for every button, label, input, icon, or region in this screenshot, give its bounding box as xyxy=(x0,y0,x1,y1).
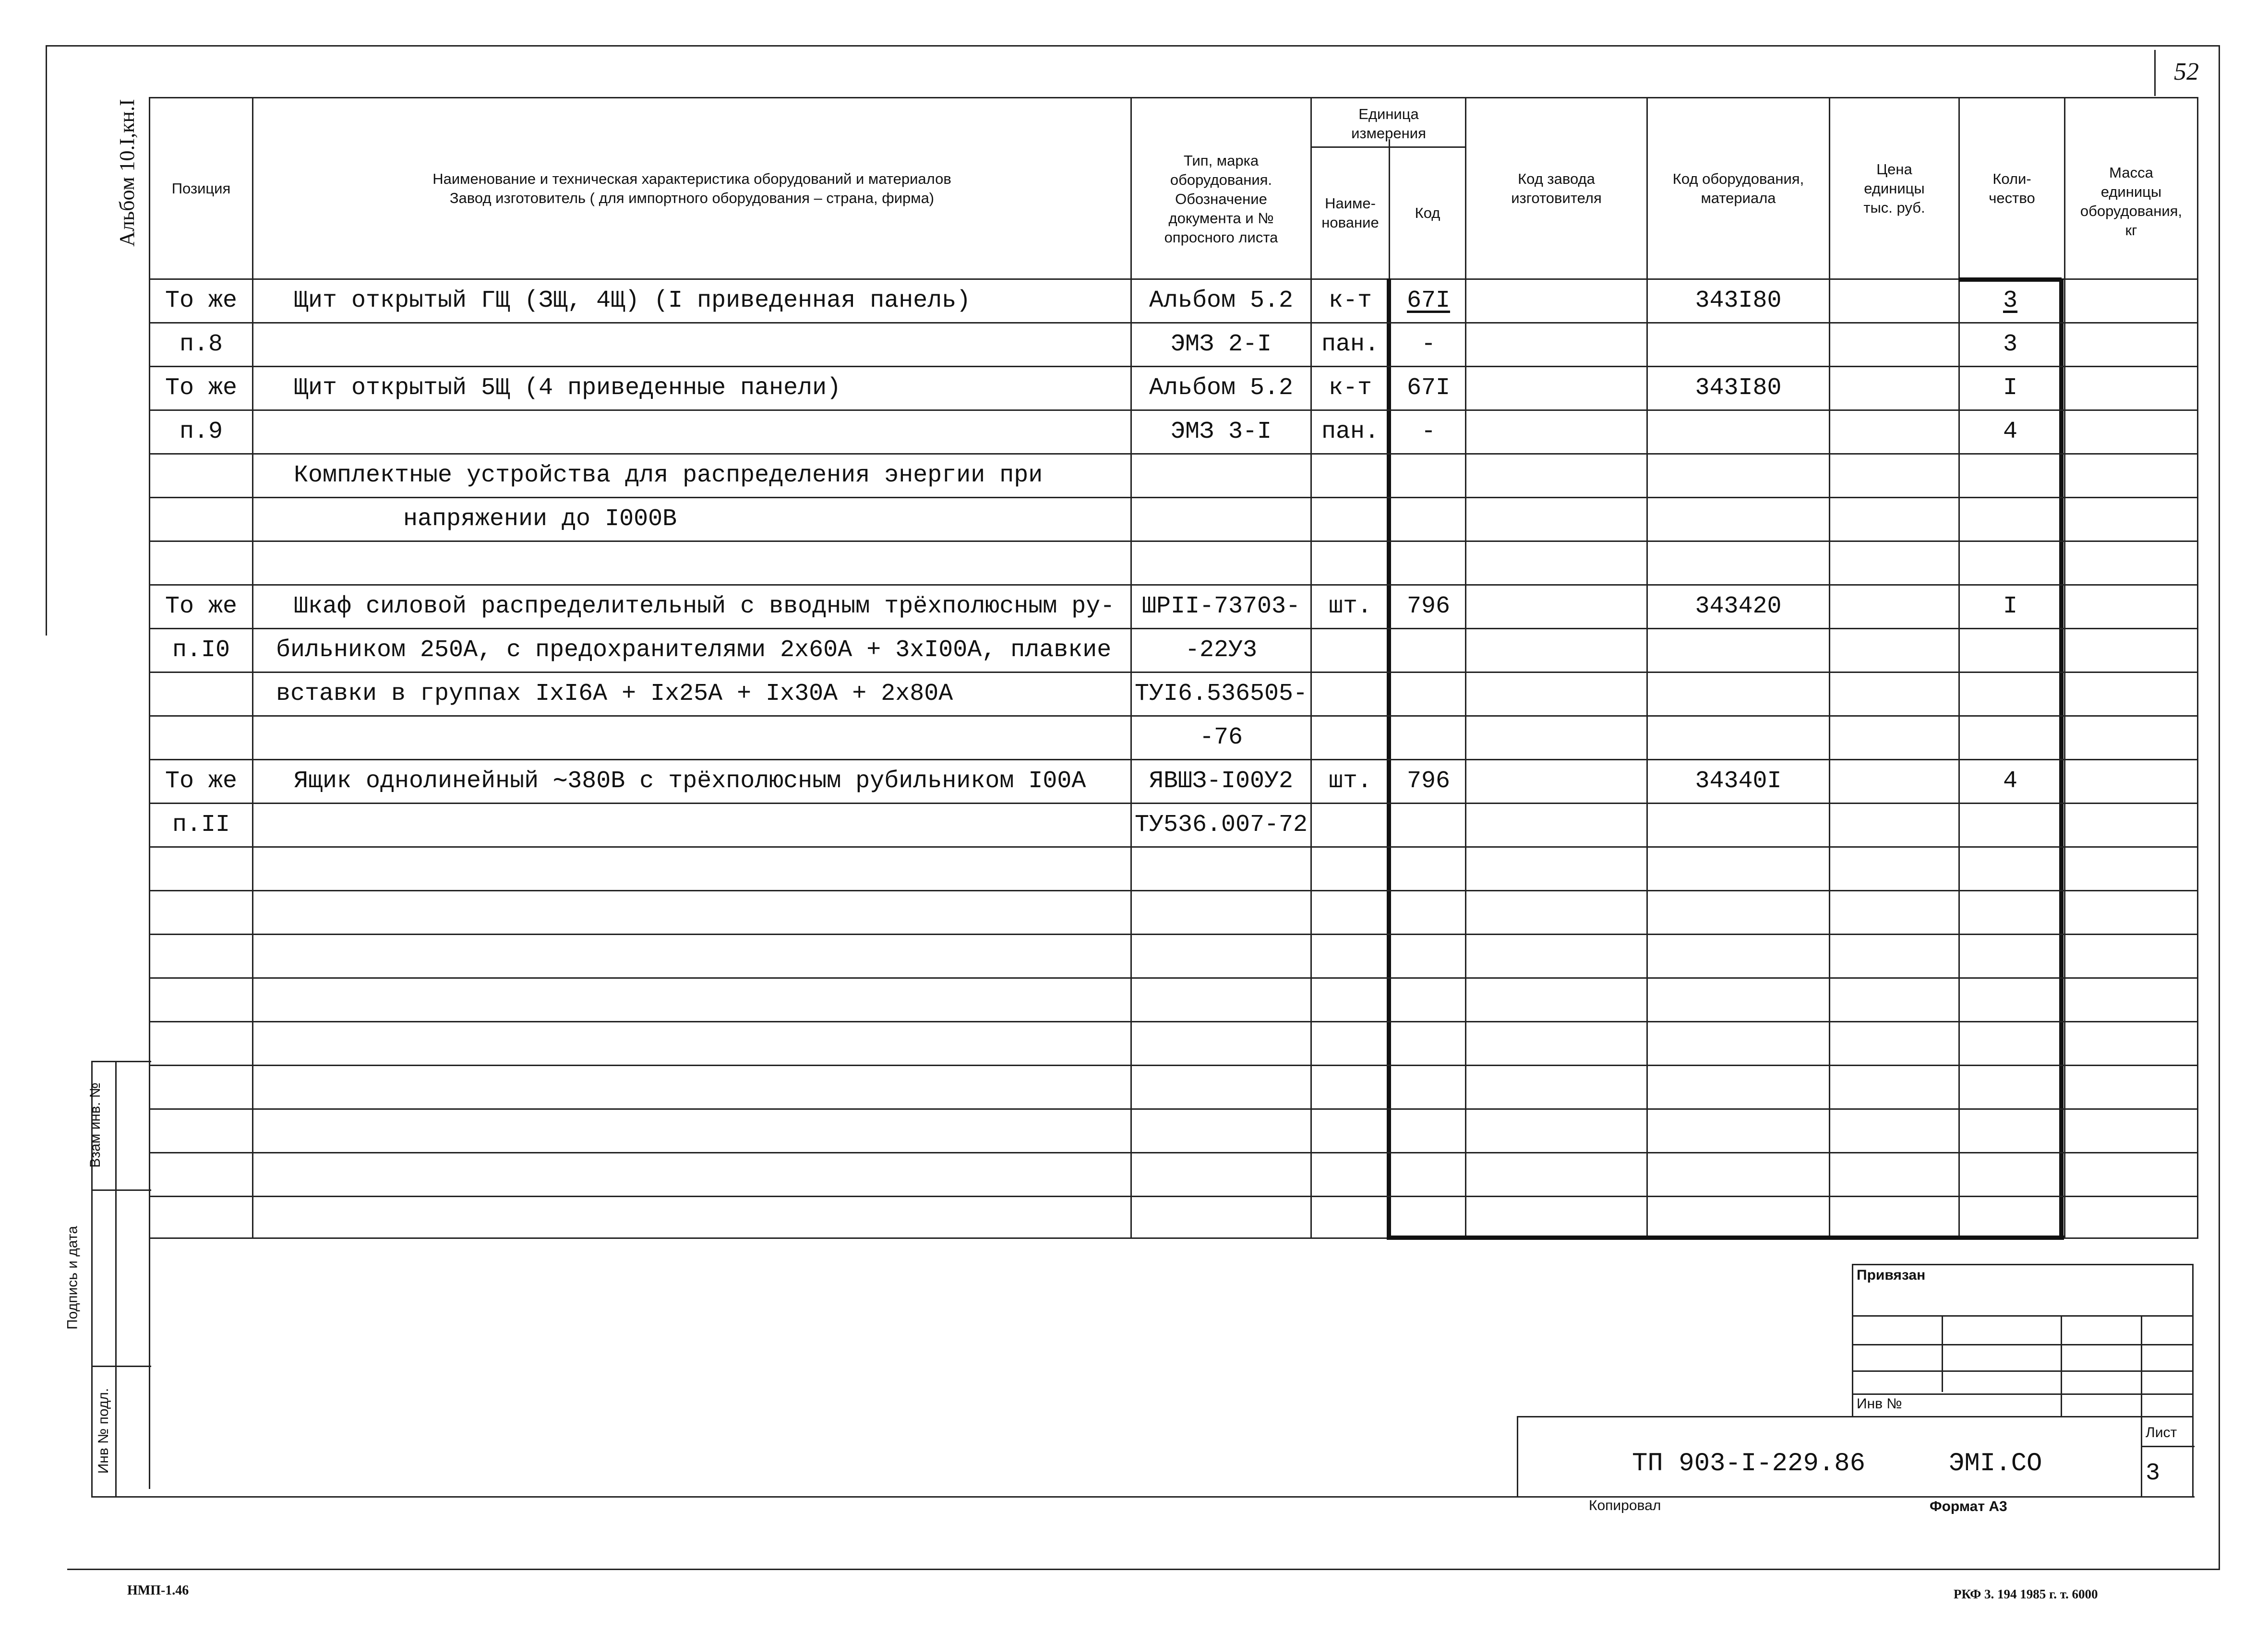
cell-code: - xyxy=(1421,331,1436,358)
stamp-right-line xyxy=(2192,1264,2194,1498)
row-line xyxy=(149,977,2198,979)
cell-pos: То же xyxy=(165,287,238,314)
page-number: 52 xyxy=(2174,58,2199,85)
cell-name xyxy=(294,716,1129,759)
cell-unit: к-т xyxy=(1328,374,1372,402)
cell-pos: То же xyxy=(165,593,238,620)
cell-equip: 343I80 xyxy=(1695,287,1782,314)
cell-name: напряжении до I000В xyxy=(403,505,677,533)
format-label: Формат А3 xyxy=(1930,1499,2007,1514)
cell-code xyxy=(1392,804,1465,847)
cell-qty xyxy=(1960,629,2061,672)
cell-equip xyxy=(1648,716,1829,759)
cell-pos xyxy=(150,672,252,716)
cell-pos: п.II xyxy=(172,811,230,839)
cell-unit: пан. xyxy=(1321,418,1380,445)
cell-unit xyxy=(1312,454,1389,497)
stamp-top-line xyxy=(1517,1416,2194,1417)
stamp-sheet-left xyxy=(2141,1416,2142,1498)
header-qty: Коли- чество xyxy=(1989,170,2035,206)
cell-equip xyxy=(1648,323,1829,366)
cell-qty: 3 xyxy=(2003,331,2017,358)
cell-name: вставки в группах IхI6А + Iх25А + Iх30А + 2х80А xyxy=(276,680,953,708)
row-line xyxy=(149,1196,2198,1197)
bold-border-bottom xyxy=(1387,1236,2064,1240)
inv-no-label: Инв № xyxy=(1857,1396,1902,1412)
cell-code xyxy=(1392,454,1465,497)
doc-mark: ЭМI.СО xyxy=(1949,1449,2042,1478)
cell-equip xyxy=(1648,541,1829,585)
cell-equip xyxy=(1648,454,1829,497)
cell-unit xyxy=(1312,672,1389,716)
cell-pos xyxy=(150,716,252,759)
list-label: Лист xyxy=(2146,1425,2177,1440)
header-type: Тип, марка оборудования. Обозначение документа и № опросного листа xyxy=(1164,152,1278,246)
frame-top-line xyxy=(46,45,2220,47)
privyazan-line-1 xyxy=(1852,1315,2194,1317)
kopiroval-label: Копировал xyxy=(1589,1498,1661,1513)
cell-equip xyxy=(1648,498,1829,541)
cell-unit xyxy=(1312,541,1389,585)
cell-qty: 4 xyxy=(2003,418,2017,445)
cell-code xyxy=(1392,541,1465,585)
cell-qty: I xyxy=(2003,593,2017,620)
header-plant-code: Код завода изготовителя xyxy=(1511,170,1602,206)
cell-unit xyxy=(1312,498,1389,541)
cell-pos: п.8 xyxy=(179,331,223,358)
cell-type xyxy=(1132,454,1310,497)
cell-code xyxy=(1392,672,1465,716)
cell-type: Альбом 5.2 xyxy=(1149,287,1294,314)
row-line xyxy=(149,890,2198,891)
cell-type: ТУ536.007-72 xyxy=(1134,811,1308,839)
cell-type: -22У3 xyxy=(1185,636,1258,664)
cell-name: Ящик однолинейный ∼380В с трёхполюсным рубильником I00А xyxy=(294,768,1086,795)
stamp-bottom-line xyxy=(149,1496,2195,1498)
header-price: Цена единицы тыс. руб. xyxy=(1863,160,1925,216)
header-equip-code: Код оборудования, материала xyxy=(1672,170,1804,206)
cell-pos xyxy=(150,541,252,585)
cell-type: Альбом 5.2 xyxy=(1149,374,1294,402)
cell-code: 796 xyxy=(1406,768,1450,795)
cell-name xyxy=(294,323,1129,366)
cell-pos: То же xyxy=(165,768,238,795)
cell-qty: 4 xyxy=(2003,768,2017,795)
cell-unit: шт. xyxy=(1328,768,1372,795)
page-number-box-left xyxy=(2154,50,2156,96)
cell-unit: шт. xyxy=(1328,593,1372,620)
cell-type: ТУI6.536505- xyxy=(1134,680,1308,708)
privyazan-top xyxy=(1852,1264,2194,1265)
cell-type: ЯВШЗ-I00У2 xyxy=(1149,768,1294,795)
cell-type: ЭМЗ 2-I xyxy=(1170,331,1272,358)
cell-type: ЭМЗ 3-I xyxy=(1170,418,1272,445)
side-stamp-bottom xyxy=(91,1496,151,1498)
cell-unit xyxy=(1312,716,1389,759)
row-line xyxy=(149,1152,2198,1153)
cell-qty xyxy=(1960,672,2061,716)
privyazan-line-3 xyxy=(1852,1370,2194,1372)
cell-equip: 34340I xyxy=(1695,768,1782,795)
cell-equip: 343I80 xyxy=(1695,374,1782,402)
cell-name: бильником 250А, с предохранителями 2х60А + 3хI00А, плавкие xyxy=(276,636,1112,664)
cell-pos: п.9 xyxy=(179,418,223,445)
cell-unit xyxy=(1312,629,1389,672)
album-label: Альбом 10.I,кн.I xyxy=(115,99,139,247)
cell-pos: п.I0 xyxy=(172,636,230,664)
cell-name xyxy=(294,804,1129,847)
cell-type: -76 xyxy=(1199,724,1243,751)
frame-left-line xyxy=(46,45,47,636)
header-name: Наименование и техническая характеристика оборудований и материалов Завод изготовитель ( для импортного оборудования – страна, фирма) xyxy=(432,170,951,206)
cell-name: Шкаф силовой распределительный с вводным трёхполюсным ру- xyxy=(294,593,1115,620)
privyazan-line-2 xyxy=(1852,1344,2194,1345)
cell-name xyxy=(294,410,1129,454)
cell-equip xyxy=(1648,804,1829,847)
footer-right: РКФ 3. 194 1985 г. т. 6000 xyxy=(1954,1587,2098,1601)
cell-qty xyxy=(1960,716,2061,759)
cell-name: Щит открытый 5Щ (4 приведенные панели) xyxy=(294,374,841,402)
sheet-number: 3 xyxy=(2146,1460,2160,1487)
cell-name xyxy=(294,541,1129,585)
cell-equip xyxy=(1648,629,1829,672)
cell-code: 796 xyxy=(1406,593,1450,620)
cell-pos: То же xyxy=(165,374,238,402)
cell-type xyxy=(1132,541,1310,585)
cell-type: ШРII-73703- xyxy=(1141,593,1301,620)
side-stamp-inv: Инв № подл. xyxy=(96,1388,111,1474)
cell-code xyxy=(1392,498,1465,541)
row-line xyxy=(149,1108,2198,1110)
cell-code: 67I xyxy=(1406,374,1450,402)
header-mass: Масса единицы оборудования, кг xyxy=(2080,164,2183,239)
cell-code: 67I xyxy=(1406,287,1450,314)
cell-type xyxy=(1132,498,1310,541)
stamp-left-line xyxy=(1517,1416,1518,1498)
cell-qty xyxy=(1960,541,2061,585)
cell-qty: 3 xyxy=(2003,287,2017,314)
privyazan-col-2 xyxy=(2061,1315,2062,1417)
cell-equip xyxy=(1648,410,1829,454)
header-position: Позиция xyxy=(171,180,231,197)
side-stamp-podpis: Подпись и дата xyxy=(64,1226,81,1330)
cell-equip: 343420 xyxy=(1695,593,1782,620)
row-line xyxy=(149,934,2198,935)
cell-code xyxy=(1392,629,1465,672)
doc-code: ТП 903-I-229.86 xyxy=(1632,1449,1866,1478)
cell-qty xyxy=(1960,804,2061,847)
cell-code: - xyxy=(1421,418,1436,445)
cell-name: Щит открытый ГЩ (ЗЩ, 4Щ) (I приведенная панель) xyxy=(294,287,971,314)
cell-qty xyxy=(1960,498,2061,541)
frame-right-line xyxy=(2219,45,2220,1570)
stamp-sheet-sep xyxy=(2141,1446,2195,1447)
cell-pos xyxy=(150,498,252,541)
cell-qty: I xyxy=(2003,374,2017,402)
header-unit-group: Единица измерения xyxy=(1351,105,1426,142)
side-stamp-vzam: Взам инв. № xyxy=(87,1082,103,1168)
privyazan-col-3 xyxy=(2141,1315,2142,1417)
cell-unit xyxy=(1312,804,1389,847)
privyazan-col-1 xyxy=(1942,1315,1943,1392)
cell-unit: пан. xyxy=(1321,331,1380,358)
table-right-line xyxy=(2197,97,2198,1237)
cell-qty xyxy=(1960,454,2061,497)
row-line xyxy=(149,1021,2198,1022)
header-unit-code: Код xyxy=(1415,204,1440,221)
cell-name: Комплектные устройства для распределения энергии при xyxy=(294,462,1043,489)
row-line xyxy=(149,1065,2198,1066)
cell-code xyxy=(1392,716,1465,759)
cell-equip xyxy=(1648,672,1829,716)
privyazan-label: Привязан xyxy=(1857,1267,1926,1283)
footer-line xyxy=(67,1569,2220,1570)
footer-left: НМП-1.46 xyxy=(127,1583,189,1598)
privyazan-line-4 xyxy=(1852,1393,2194,1395)
cell-unit: к-т xyxy=(1328,287,1372,314)
header-unit-name: Наиме- нование xyxy=(1321,195,1379,231)
cell-pos xyxy=(150,454,252,497)
side-stamp-sep-1 xyxy=(91,1189,151,1191)
